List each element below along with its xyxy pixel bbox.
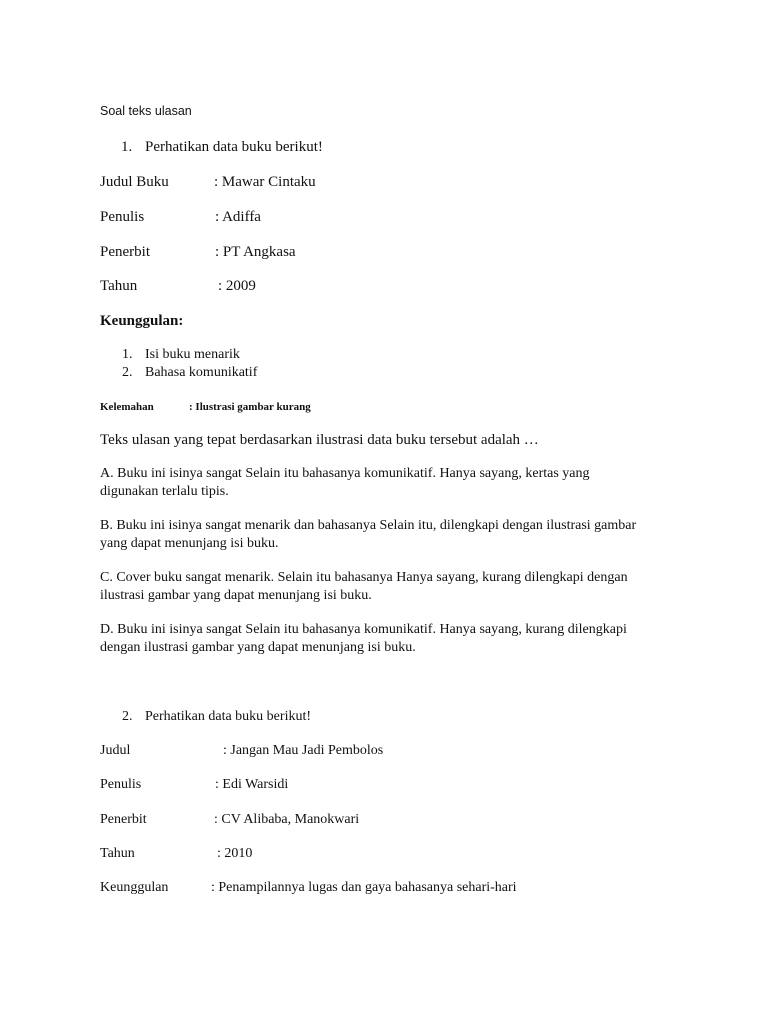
q2-field-label: Penerbit [100, 812, 147, 827]
advantage-item: Bahasa komunikatif [145, 365, 258, 380]
q1-field-value: : PT Angkasa [215, 244, 296, 260]
q2-field-value: : 2010 [217, 846, 253, 861]
advantages-heading: Keunggulan: [100, 313, 184, 329]
q2-field-label: Tahun [100, 846, 135, 861]
weakness-label: Kelemahan [100, 401, 154, 413]
q2-prompt: Perhatikan data buku berikut! [145, 709, 312, 724]
option-d-line2: dengan ilustrasi gambar yang dapat menunjang isi buku. [100, 640, 416, 655]
q2-field-value: : Penampilannya lugas dan gaya bahasanya sehari-hari [211, 880, 517, 895]
advantage-item: Isi buku menarik [145, 347, 240, 362]
weakness-value: : Ilustrasi gambar kurang [189, 401, 311, 413]
advantage-number: 1. [122, 347, 133, 362]
option-d-line1: D. Buku ini isinya sangat Selain itu bahasanya komunikatif. Hanya sayang, kurang dilengkapi [100, 622, 627, 637]
document-title: Soal teks ulasan [100, 104, 192, 118]
option-a-line2: digunakan terlalu tipis. [100, 484, 229, 499]
q2-field-value: : CV Alibaba, Manokwari [214, 812, 360, 827]
q2-field-label: Penulis [100, 777, 142, 792]
option-a-line1: A. Buku ini isinya sangat Selain itu bahasanya komunikatif. Hanya sayang, kertas yang [100, 466, 590, 481]
q2-field-label: Judul [100, 743, 131, 758]
option-c-line2: ilustrasi gambar yang dapat menunjang isi buku. [100, 588, 372, 603]
option-b-line1: B. Buku ini isinya sangat menarik dan bahasanya Selain itu, dilengkapi dengan ilustrasi gambar [100, 518, 637, 533]
advantage-number: 2. [122, 365, 133, 380]
q2-field-label: Keunggulan [100, 880, 169, 895]
option-b-line2: yang dapat menunjang isi buku. [100, 536, 279, 551]
q1-question: Teks ulasan yang tepat berdasarkan ilustrasi data buku tersebut adalah … [100, 432, 539, 448]
q1-field-label: Tahun [100, 278, 138, 294]
q1-field-value: : Adiffa [215, 209, 261, 225]
q2-number: 2. [122, 709, 133, 724]
q1-field-value: : Mawar Cintaku [214, 174, 316, 190]
q1-field-label: Penerbit [100, 244, 150, 260]
q2-field-value: : Edi Warsidi [215, 777, 289, 792]
q1-number: 1. [121, 139, 133, 155]
q1-field-label: Judul Buku [100, 174, 169, 190]
q1-field-label: Penulis [100, 209, 145, 225]
q1-field-value: : 2009 [218, 278, 256, 294]
q1-prompt: Perhatikan data buku berikut! [145, 139, 323, 155]
q2-field-value: : Jangan Mau Jadi Pembolos [223, 743, 384, 758]
option-c-line1: C. Cover buku sangat menarik. Selain itu bahasanya Hanya sayang, kurang dilengkapi dengan [100, 570, 628, 585]
